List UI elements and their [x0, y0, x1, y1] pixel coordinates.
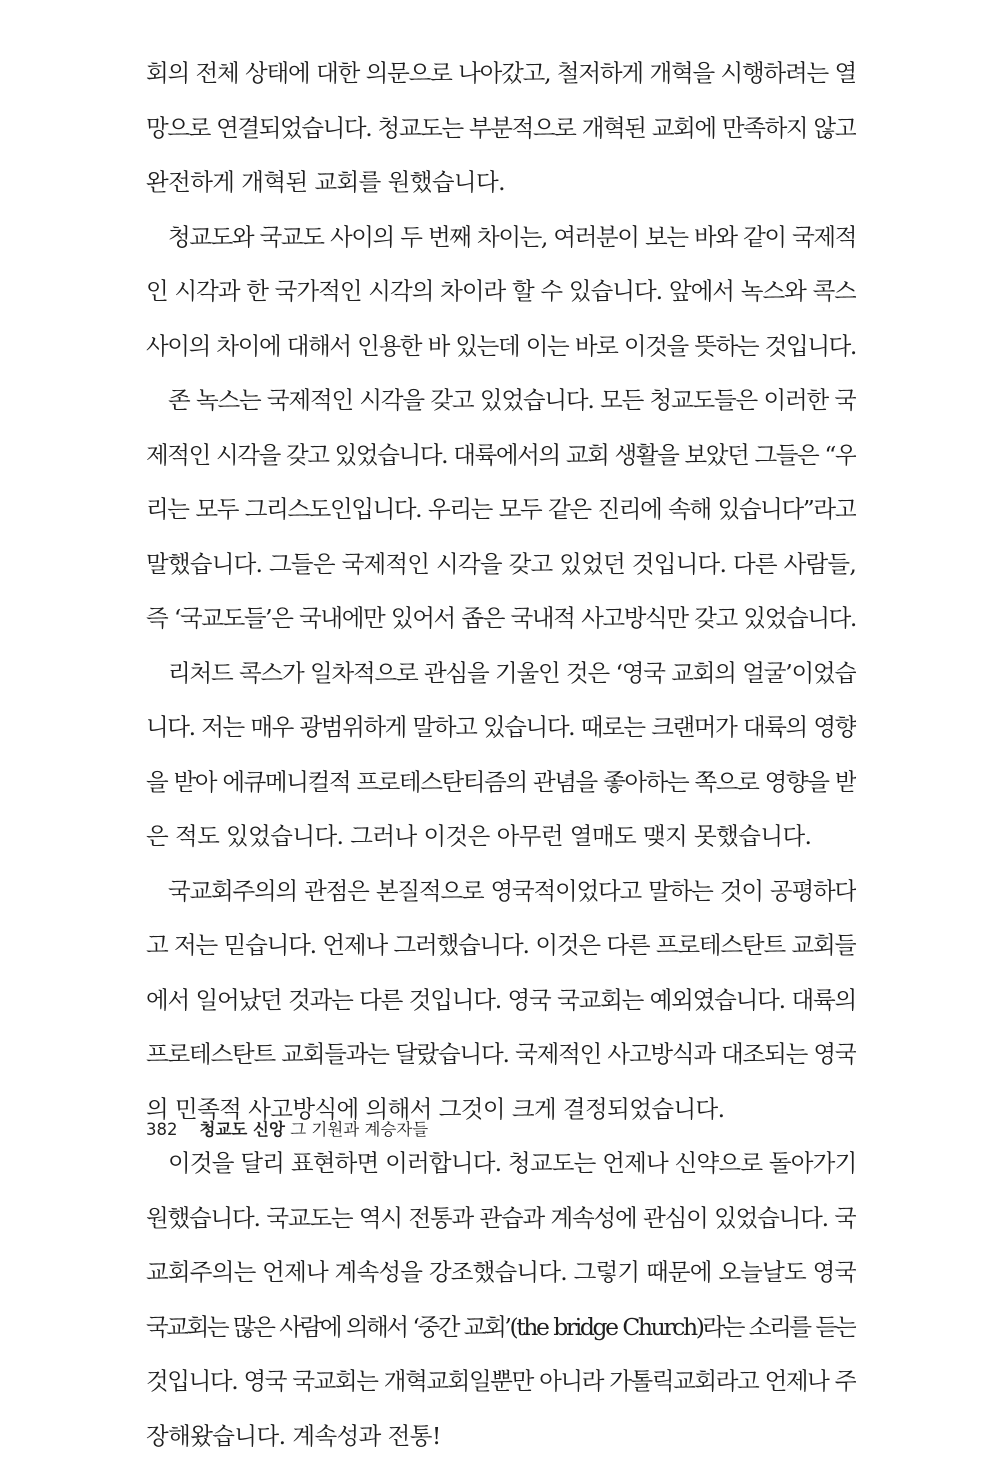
- text-line: 것입니다. 영국 국교회는 개혁교회일뿐만 아니라 가톨릭교회라고 언제나 주: [146, 1354, 856, 1409]
- text-line: 이것을 달리 표현하면 이러합니다. 청교도는 언제나 신약으로 돌아가기: [146, 1136, 856, 1191]
- text-line: 국교회주의의 관점은 본질적으로 영국적이었다고 말하는 것이 공평하다: [146, 864, 856, 919]
- page-footer: [146, 1118, 428, 1142]
- text-line: 장해왔습니다. 계속성과 전통!: [146, 1409, 856, 1463]
- text-line: 망으로 연결되었습니다. 청교도는 부분적으로 개혁된 교회에 만족하지 않고: [146, 101, 856, 156]
- text-line: 사이의 차이에 대해서 인용한 바 있는데 이는 바로 이것을 뜻하는 것입니다.: [146, 319, 856, 374]
- text-line: 말했습니다. 그들은 국제적인 시각을 갖고 있었던 것입니다. 다른 사람들,: [146, 537, 856, 592]
- text-line: 존 녹스는 국제적인 시각을 갖고 있었습니다. 모든 청교도들은 이러한 국: [146, 373, 856, 428]
- text-line: 에서 일어났던 것과는 다른 것입니다. 영국 국교회는 예외였습니다. 대륙의: [146, 973, 856, 1028]
- book-title-main: 청교도 신앙: [200, 1120, 285, 1139]
- book-title-subtitle: 그 기원과 계승자들: [285, 1120, 428, 1139]
- text-line: 을 받아 에큐메니컬적 프로테스탄티즘의 관념을 좋아하는 쪽으로 영향을 받: [146, 755, 856, 810]
- text-line: 리처드 콕스가 일차적으로 관심을 기울인 것은 ‘영국 교회의 얼굴’이었습: [146, 646, 856, 701]
- text-line: 제적인 시각을 갖고 있었습니다. 대륙에서의 교회 생활을 보았던 그들은 “우: [146, 428, 856, 483]
- text-line: 원했습니다. 국교도는 역시 전통과 관습과 계속성에 관심이 있었습니다. 국: [146, 1191, 856, 1246]
- text-line: 의 민족적 사고방식에 의해서 그것이 크게 결정되었습니다.: [146, 1082, 856, 1137]
- text-line: 교회주의는 언제나 계속성을 강조했습니다. 그렇기 때문에 오늘날도 영국: [146, 1245, 856, 1300]
- body-text: [146, 46, 856, 1463]
- text-line: 즉 ‘국교도들’은 국내에만 있어서 좁은 국내적 사고방식만 갖고 있었습니다.: [146, 591, 856, 646]
- text-line: 고 저는 믿습니다. 언제나 그러했습니다. 이것은 다른 프로테스탄트 교회들: [146, 918, 856, 973]
- text-line: 국교회는 많은 사람에 의해서 ‘중간 교회’(the bridge Church)라는 소리를 듣는: [146, 1300, 856, 1355]
- text-line: 청교도와 국교도 사이의 두 번째 차이는, 여러분이 보는 바와 같이 국제적: [146, 210, 856, 265]
- text-line: 은 적도 있었습니다. 그러나 이것은 아무런 열매도 맺지 못했습니다.: [146, 809, 856, 864]
- text-line: 회의 전체 상태에 대한 의문으로 나아갔고, 철저하게 개혁을 시행하려는 열: [146, 46, 856, 101]
- page-number: 382: [146, 1118, 178, 1142]
- text-line: 프로테스탄트 교회들과는 달랐습니다. 국제적인 사고방식과 대조되는 영국: [146, 1027, 856, 1082]
- text-line: 니다. 저는 매우 광범위하게 말하고 있습니다. 때로는 크랜머가 대륙의 영향: [146, 700, 856, 755]
- text-line: 완전하게 개혁된 교회를 원했습니다.: [146, 155, 856, 210]
- text-line: 리는 모두 그리스도인입니다. 우리는 모두 같은 진리에 속해 있습니다”라고: [146, 482, 856, 537]
- text-line: 인 시각과 한 국가적인 시각의 차이라 할 수 있습니다. 앞에서 녹스와 콕스: [146, 264, 856, 319]
